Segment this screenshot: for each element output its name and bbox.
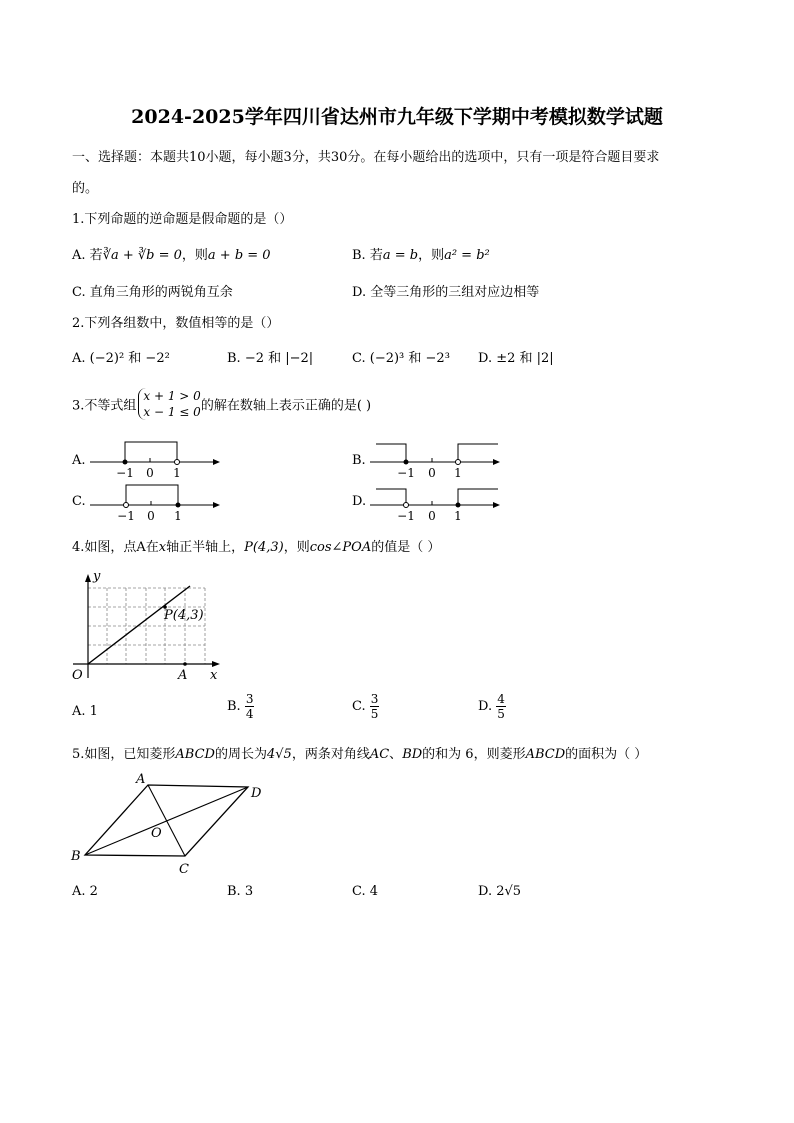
q4-option-d-fraction bbox=[496, 692, 506, 721]
tick-label: −1 bbox=[397, 509, 415, 521]
denominator: 5 bbox=[370, 707, 379, 721]
tick-label: −1 bbox=[116, 466, 134, 478]
q5-option-c[interactable]: C. 4 bbox=[352, 884, 379, 899]
q2-stem: 2.下列各组数中，数值相等的是（） bbox=[72, 316, 280, 331]
q5-stem-bd: BD bbox=[402, 747, 423, 762]
vertex-d-label: D bbox=[251, 786, 262, 801]
q3-option-d-number-line[interactable] bbox=[368, 481, 508, 521]
denominator: 4 bbox=[245, 707, 254, 721]
closed-dot-icon bbox=[456, 503, 461, 508]
point-a-label: A bbox=[178, 668, 188, 683]
tick-label: 0 bbox=[147, 509, 155, 521]
q3-option-b-label: B. bbox=[352, 453, 366, 468]
q3-inequality-2: x − 1 ≤ 0 bbox=[143, 405, 201, 419]
q3-option-a-label: A. bbox=[72, 453, 86, 468]
q5-option-b[interactable]: B. 3 bbox=[227, 884, 254, 899]
q5-stem-sep: 、 bbox=[389, 747, 403, 762]
y-axis-label: y bbox=[93, 569, 101, 584]
q3-option-b-number-line[interactable] bbox=[368, 438, 508, 478]
q4-option-b-fraction bbox=[245, 692, 255, 721]
q1-option-b-prefix: B. 若 bbox=[352, 248, 383, 263]
q4-stem-cos: cos∠POA bbox=[309, 540, 372, 555]
q1-option-b-conclusion: a² = b² bbox=[444, 248, 490, 263]
q5-stem-suffix: 的面积为（ ） bbox=[565, 747, 648, 762]
q3-option-d-label: D. bbox=[352, 494, 367, 509]
q4-option-b[interactable] bbox=[227, 692, 254, 721]
center-o-label: O bbox=[151, 826, 162, 841]
tick-label: 1 bbox=[174, 509, 182, 521]
q4-option-c[interactable] bbox=[352, 692, 379, 721]
open-dot-icon bbox=[404, 503, 409, 508]
point-p-label: P(4,3) bbox=[164, 608, 204, 623]
denominator: 5 bbox=[497, 707, 505, 721]
q2-option-d[interactable]: D. ±2 和 |2| bbox=[478, 351, 554, 366]
closed-dot-icon bbox=[123, 460, 128, 465]
q5-stem-ac: AC bbox=[369, 747, 390, 762]
y-axis-arrow-icon bbox=[85, 574, 91, 582]
q4-option-a[interactable]: A. 1 bbox=[72, 704, 98, 719]
point-a bbox=[183, 662, 187, 666]
numerator: 3 bbox=[245, 692, 254, 706]
diagonal-bd bbox=[85, 787, 248, 855]
q5-stem-mid: 的周长为 bbox=[214, 747, 267, 762]
q1-option-a-condition: ∛a + ∛b = 0 bbox=[102, 248, 182, 263]
tick-label: 1 bbox=[454, 466, 462, 478]
numerator: 3 bbox=[370, 692, 379, 706]
x-axis-arrow-icon bbox=[212, 661, 220, 667]
q2-option-c[interactable]: C. (−2)³ 和 −2³ bbox=[352, 351, 450, 366]
q4-option-c-label: C. bbox=[352, 699, 366, 714]
q5-stem-abcd-2: ABCD bbox=[525, 747, 566, 762]
origin-label: O bbox=[72, 668, 83, 683]
q1-option-d[interactable]: D. 全等三角形的三组对应边相等 bbox=[352, 285, 540, 300]
tick-label: 0 bbox=[428, 509, 436, 521]
q3-stem-suffix: 的解在数轴上表示正确的是( ) bbox=[200, 398, 372, 414]
tick-label: 0 bbox=[146, 466, 154, 478]
q4-option-d-label: D. bbox=[478, 699, 493, 714]
q1-option-b-condition: a = b bbox=[382, 248, 419, 263]
q5-option-d[interactable]: D. 2√5 bbox=[478, 884, 522, 899]
q1-stem: 1.下列命题的逆命题是假命题的是（） bbox=[72, 212, 293, 227]
q1-option-a-prefix: A. 若 bbox=[72, 248, 103, 263]
q3-option-a-number-line[interactable] bbox=[88, 438, 228, 478]
q1-option-a-mid: ，则 bbox=[181, 248, 208, 263]
vertex-a-label: A bbox=[136, 772, 146, 787]
q3-option-c-label: C. bbox=[72, 494, 86, 509]
q5-stem-mid2: ，两条对角线 bbox=[291, 747, 370, 762]
q4-stem-mid2: ，则 bbox=[283, 540, 310, 555]
tick-label: 0 bbox=[428, 466, 436, 478]
page-title: 2024-2025学年四川省达州市九年级下学期中考模拟数学试题 bbox=[131, 106, 663, 128]
q5-option-a[interactable]: A. 2 bbox=[72, 884, 98, 899]
closed-dot-icon bbox=[404, 460, 409, 465]
vertex-c-label: C bbox=[179, 862, 189, 877]
numerator: 4 bbox=[497, 692, 505, 706]
q3-stem bbox=[72, 388, 371, 420]
section-instructions-line2: 的。 bbox=[72, 181, 99, 196]
q3-option-c-number-line[interactable] bbox=[88, 481, 228, 521]
grid bbox=[88, 588, 205, 664]
open-dot-icon bbox=[456, 460, 461, 465]
q5-stem bbox=[72, 743, 647, 762]
q1-option-b[interactable] bbox=[352, 244, 490, 263]
q4-option-c-fraction bbox=[370, 692, 380, 721]
q1-option-a[interactable] bbox=[72, 244, 271, 263]
q4-stem-prefix: 4.如图，点A在 bbox=[72, 540, 159, 555]
q1-option-c[interactable]: C. 直角三角形的两锐角互余 bbox=[72, 285, 233, 300]
q4-option-d[interactable] bbox=[478, 692, 506, 721]
q1-option-b-mid: ，则 bbox=[418, 248, 445, 263]
closed-dot-icon bbox=[176, 503, 181, 508]
vertex-b-label: B bbox=[71, 849, 81, 864]
tick-label: −1 bbox=[117, 509, 135, 521]
q5-stem-perimeter: 4√5 bbox=[266, 747, 292, 762]
x-axis-label: x bbox=[210, 668, 218, 683]
q5-rhombus-figure bbox=[66, 768, 276, 880]
tick-label: 1 bbox=[173, 466, 181, 478]
q4-stem-x: x bbox=[158, 540, 167, 555]
q2-option-b[interactable]: B. −2 和 |−2| bbox=[227, 351, 314, 366]
q3-inequality-1: x + 1 > 0 bbox=[143, 389, 201, 403]
open-dot-icon bbox=[124, 503, 129, 508]
q4-stem bbox=[72, 536, 440, 555]
q4-stem-suffix: 的值是（ ） bbox=[371, 540, 441, 555]
tick-label: −1 bbox=[397, 466, 415, 478]
q5-stem-abcd: ABCD bbox=[175, 747, 215, 762]
q4-stem-point: P(4,3) bbox=[244, 540, 284, 555]
tick-label: 1 bbox=[454, 509, 462, 521]
q4-coordinate-figure bbox=[68, 566, 228, 686]
section-instructions-line1: 一、选择题：本题共10小题，每小题3分，共30分。在每小题给出的选项中，只有一项是符合题目要求 bbox=[72, 150, 660, 165]
segment-op bbox=[88, 586, 190, 664]
q5-stem-prefix: 5.如图，已知菱形 bbox=[72, 747, 176, 762]
q3-inequality-system bbox=[138, 388, 200, 420]
q1-option-a-conclusion: a + b = 0 bbox=[207, 248, 271, 263]
q2-option-a[interactable]: A. (−2)² 和 −2² bbox=[72, 351, 170, 366]
q4-option-b-label: B. bbox=[227, 699, 241, 714]
q5-stem-mid3: 的和为 6，则菱形 bbox=[422, 747, 526, 762]
open-dot-icon bbox=[175, 460, 180, 465]
q3-stem-prefix: 3.不等式组 bbox=[72, 398, 137, 414]
q4-stem-mid: 轴正半轴上， bbox=[166, 540, 245, 555]
